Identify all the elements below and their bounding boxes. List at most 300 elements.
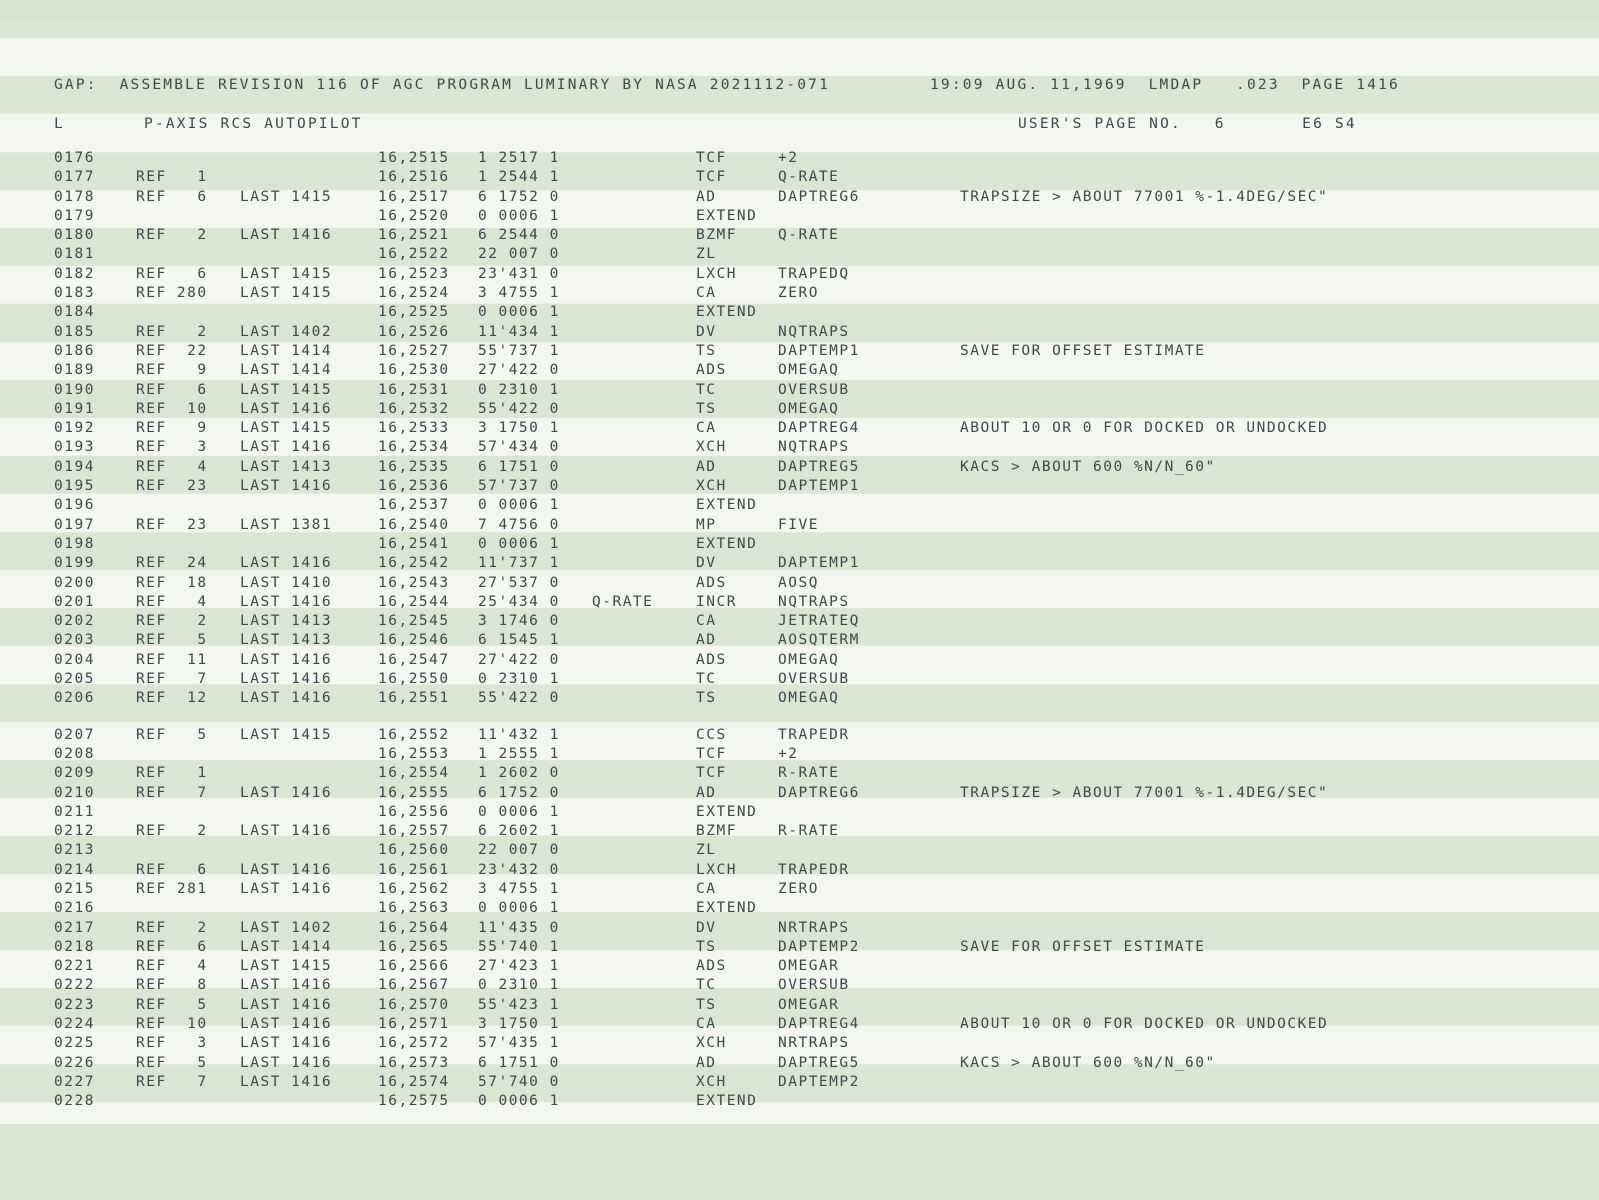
operand: NQTRAPS xyxy=(778,323,850,340)
address: 16,2522 xyxy=(378,246,450,263)
opcode: EXTEND xyxy=(696,207,758,224)
octal-word: 55'737 1 xyxy=(478,342,560,359)
operand: TRAPEDQ xyxy=(778,265,850,282)
octal-word: 11'434 1 xyxy=(478,323,560,340)
opcode: AD xyxy=(696,1054,717,1071)
opcode: BZMF xyxy=(696,823,737,840)
opcode: XCH xyxy=(696,1035,727,1052)
opcode: XCH xyxy=(696,439,727,456)
operand: AOSQ xyxy=(778,574,819,591)
last-ref: LAST 1415 xyxy=(240,285,333,302)
address: 16,2551 xyxy=(378,690,450,707)
last-ref: LAST 1416 xyxy=(240,1073,333,1090)
ref-count: REF 2 xyxy=(136,227,208,244)
opcode: INCR xyxy=(696,593,737,610)
line-number: 0204 xyxy=(54,651,95,668)
operand: DAPTREG5 xyxy=(778,1054,860,1071)
opcode: TC xyxy=(696,671,717,688)
line-number: 0198 xyxy=(54,535,95,552)
octal-word: 0 2310 1 xyxy=(478,381,560,398)
address: 16,2556 xyxy=(378,803,450,820)
address: 16,2572 xyxy=(378,1035,450,1052)
octal-word: 7 4756 0 xyxy=(478,516,560,533)
address: 16,2544 xyxy=(378,593,450,610)
listing-gap xyxy=(0,708,1599,725)
address: 16,2523 xyxy=(378,265,450,282)
ref-count: REF 2 xyxy=(136,823,208,840)
address: 16,2553 xyxy=(378,745,450,762)
listing-row xyxy=(0,495,1599,514)
line-number: 0190 xyxy=(54,381,95,398)
comment: KACS > ABOUT 600 %N/N_60" xyxy=(960,458,1216,475)
octal-word: 22 007 0 xyxy=(478,246,560,263)
octal-word: 55'422 0 xyxy=(478,400,560,417)
octal-word: 1 2517 1 xyxy=(478,150,560,166)
last-ref: LAST 1416 xyxy=(240,1054,333,1071)
line-number: 0213 xyxy=(54,842,95,859)
line-number: 0184 xyxy=(54,304,95,321)
listing-row xyxy=(0,821,1599,840)
octal-word: 22 007 0 xyxy=(478,842,560,859)
address: 16,2552 xyxy=(378,726,450,743)
address: 16,2565 xyxy=(378,938,450,955)
opcode: EXTEND xyxy=(696,1093,758,1110)
opcode: DV xyxy=(696,555,717,572)
last-ref: LAST 1416 xyxy=(240,439,333,456)
line-number: 0186 xyxy=(54,342,95,359)
opcode: BZMF xyxy=(696,227,737,244)
last-ref: LAST 1414 xyxy=(240,342,333,359)
octal-word: 55'740 1 xyxy=(478,938,560,955)
opcode: TCF xyxy=(696,745,727,762)
address: 16,2560 xyxy=(378,842,450,859)
ref-count: REF 8 xyxy=(136,977,208,994)
ref-count: REF 9 xyxy=(136,362,208,379)
octal-word: 6 1752 0 xyxy=(478,784,560,801)
address: 16,2541 xyxy=(378,535,450,552)
line-number: 0206 xyxy=(54,690,95,707)
line-number: 0205 xyxy=(54,671,95,688)
opcode: ADS xyxy=(696,651,727,668)
octal-word: 55'422 0 xyxy=(478,690,560,707)
listing-row xyxy=(0,783,1599,802)
operand: R-RATE xyxy=(778,765,840,782)
listing-row xyxy=(0,744,1599,763)
listing-row xyxy=(0,975,1599,994)
last-ref: LAST 1416 xyxy=(240,1035,333,1052)
line-number: 0217 xyxy=(54,919,95,936)
line-number: 0194 xyxy=(54,458,95,475)
line-number: 0203 xyxy=(54,632,95,649)
operand: DAPTEMP1 xyxy=(778,478,860,495)
opcode: TS xyxy=(696,938,717,955)
comment: SAVE FOR OFFSET ESTIMATE xyxy=(960,342,1206,359)
line-number: 0178 xyxy=(54,188,95,205)
line-number: 0222 xyxy=(54,977,95,994)
address: 16,2530 xyxy=(378,362,450,379)
address: 16,2574 xyxy=(378,1073,450,1090)
last-ref: LAST 1416 xyxy=(240,784,333,801)
operand: Q-RATE xyxy=(778,169,840,186)
listing-row xyxy=(0,380,1599,399)
opcode: EXTEND xyxy=(696,535,758,552)
listing-row xyxy=(0,802,1599,821)
assembly-listing xyxy=(0,148,1599,1111)
listing-row xyxy=(0,457,1599,476)
listing-row xyxy=(0,1091,1599,1110)
comment: ABOUT 10 OR 0 FOR DOCKED OR UNDOCKED xyxy=(960,1016,1329,1033)
listing-row xyxy=(0,937,1599,956)
last-ref: LAST 1416 xyxy=(240,1016,333,1033)
address: 16,2563 xyxy=(378,900,450,917)
line-number: 0180 xyxy=(54,227,95,244)
listing-row xyxy=(0,725,1599,744)
header-flag: L xyxy=(54,116,65,132)
label: Q-RATE xyxy=(592,593,654,610)
listing-row xyxy=(0,418,1599,437)
operand: OMEGAQ xyxy=(778,690,840,707)
operand: NRTRAPS xyxy=(778,919,850,936)
octal-word: 1 2544 1 xyxy=(478,169,560,186)
header-user-page: USER'S PAGE NO. 6 E6 S4 xyxy=(1018,116,1357,132)
line-number: 0211 xyxy=(54,803,95,820)
octal-word: 27'537 0 xyxy=(478,574,560,591)
ref-count: REF 6 xyxy=(136,188,208,205)
listing-row xyxy=(0,840,1599,859)
ref-count: REF 11 xyxy=(136,651,208,668)
address: 16,2524 xyxy=(378,285,450,302)
operand: DAPTREG6 xyxy=(778,784,860,801)
opcode: ADS xyxy=(696,958,727,975)
address: 16,2534 xyxy=(378,439,450,456)
line-number: 0228 xyxy=(54,1093,95,1110)
octal-word: 11'737 1 xyxy=(478,555,560,572)
listing-row xyxy=(0,476,1599,495)
octal-word: 27'422 0 xyxy=(478,651,560,668)
address: 16,2533 xyxy=(378,420,450,437)
ref-count: REF 5 xyxy=(136,726,208,743)
listing-row xyxy=(0,515,1599,534)
octal-word: 23'431 0 xyxy=(478,265,560,282)
octal-word: 0 0006 1 xyxy=(478,304,560,321)
opcode: ADS xyxy=(696,362,727,379)
address: 16,2526 xyxy=(378,323,450,340)
operand: ZERO xyxy=(778,880,819,897)
last-ref: LAST 1416 xyxy=(240,651,333,668)
octal-word: 55'423 1 xyxy=(478,996,560,1013)
line-number: 0176 xyxy=(54,150,95,166)
opcode: ADS xyxy=(696,574,727,591)
address: 16,2561 xyxy=(378,861,450,878)
opcode: TC xyxy=(696,381,717,398)
address: 16,2520 xyxy=(378,207,450,224)
ref-count: REF 10 xyxy=(136,400,208,417)
ref-count: REF 4 xyxy=(136,593,208,610)
opcode: AD xyxy=(696,632,717,649)
opcode: ZL xyxy=(696,842,717,859)
ref-count: REF 24 xyxy=(136,555,208,572)
listing-row xyxy=(0,592,1599,611)
last-ref: LAST 1413 xyxy=(240,632,333,649)
line-number: 0223 xyxy=(54,996,95,1013)
operand: DAPTEMP1 xyxy=(778,555,860,572)
listing-row xyxy=(0,341,1599,360)
octal-word: 0 2310 1 xyxy=(478,671,560,688)
last-ref: LAST 1415 xyxy=(240,958,333,975)
listing-row xyxy=(0,669,1599,688)
ref-count: REF 9 xyxy=(136,420,208,437)
octal-word: 1 2555 1 xyxy=(478,745,560,762)
ref-count: REF 18 xyxy=(136,574,208,591)
comment: TRAPSIZE > ABOUT 77001 %-1.4DEG/SEC" xyxy=(960,784,1329,801)
last-ref: LAST 1413 xyxy=(240,613,333,630)
address: 16,2567 xyxy=(378,977,450,994)
listing-row xyxy=(0,1014,1599,1033)
listing-row xyxy=(0,879,1599,898)
line-number: 0210 xyxy=(54,784,95,801)
opcode: XCH xyxy=(696,478,727,495)
operand: AOSQTERM xyxy=(778,632,860,649)
listing-row xyxy=(0,437,1599,456)
line-number: 0225 xyxy=(54,1035,95,1052)
opcode: TS xyxy=(696,400,717,417)
listing-row xyxy=(0,206,1599,225)
operand: OVERSUB xyxy=(778,977,850,994)
octal-word: 6 1545 1 xyxy=(478,632,560,649)
ref-count: REF 5 xyxy=(136,1054,208,1071)
ref-count: REF 6 xyxy=(136,861,208,878)
operand: TRAPEDR xyxy=(778,726,850,743)
listing-row xyxy=(0,553,1599,572)
octal-word: 6 2544 0 xyxy=(478,227,560,244)
ref-count: REF 2 xyxy=(136,613,208,630)
listing-row xyxy=(0,167,1599,186)
opcode: CA xyxy=(696,1016,717,1033)
line-number: 0227 xyxy=(54,1073,95,1090)
listing-row xyxy=(0,630,1599,649)
listing-row xyxy=(0,898,1599,917)
opcode: EXTEND xyxy=(696,304,758,321)
operand: JETRATEQ xyxy=(778,613,860,630)
operand: OMEGAR xyxy=(778,958,840,975)
last-ref: LAST 1416 xyxy=(240,690,333,707)
operand: +2 xyxy=(778,745,799,762)
last-ref: LAST 1416 xyxy=(240,478,333,495)
octal-word: 1 2602 0 xyxy=(478,765,560,782)
line-number: 0226 xyxy=(54,1054,95,1071)
octal-word: 0 0006 1 xyxy=(478,497,560,514)
last-ref: LAST 1416 xyxy=(240,227,333,244)
address: 16,2570 xyxy=(378,996,450,1013)
octal-word: 11'435 0 xyxy=(478,919,560,936)
address: 16,2550 xyxy=(378,671,450,688)
line-number: 0224 xyxy=(54,1016,95,1033)
address: 16,2571 xyxy=(378,1016,450,1033)
octal-word: 6 1751 0 xyxy=(478,458,560,475)
ref-count: REF 12 xyxy=(136,690,208,707)
last-ref: LAST 1416 xyxy=(240,977,333,994)
octal-word: 27'423 1 xyxy=(478,958,560,975)
opcode: TCF xyxy=(696,169,727,186)
opcode: LXCH xyxy=(696,265,737,282)
opcode: AD xyxy=(696,188,717,205)
listing-row xyxy=(0,650,1599,669)
last-ref: LAST 1414 xyxy=(240,362,333,379)
opcode: CA xyxy=(696,285,717,302)
listing-row xyxy=(0,148,1599,167)
line-number: 0195 xyxy=(54,478,95,495)
listing-row xyxy=(0,860,1599,879)
line-number: 0202 xyxy=(54,613,95,630)
address: 16,2525 xyxy=(378,304,450,321)
last-ref: LAST 1416 xyxy=(240,823,333,840)
operand: OMEGAQ xyxy=(778,400,840,417)
ref-count: REF 3 xyxy=(136,439,208,456)
octal-word: 0 0006 1 xyxy=(478,1093,560,1110)
opcode: TCF xyxy=(696,150,727,166)
listing-row xyxy=(0,322,1599,341)
listing-row xyxy=(0,1072,1599,1091)
operand: NQTRAPS xyxy=(778,439,850,456)
ref-count: REF 4 xyxy=(136,958,208,975)
listing-row xyxy=(0,302,1599,321)
opcode: AD xyxy=(696,784,717,801)
last-ref: LAST 1402 xyxy=(240,323,333,340)
octal-word: 0 0006 1 xyxy=(478,535,560,552)
operand: NRTRAPS xyxy=(778,1035,850,1052)
address: 16,2527 xyxy=(378,342,450,359)
ref-count: REF 6 xyxy=(136,381,208,398)
last-ref: LAST 1413 xyxy=(240,458,333,475)
octal-word: 57'737 0 xyxy=(478,478,560,495)
address: 16,2575 xyxy=(378,1093,450,1110)
comment: TRAPSIZE > ABOUT 77001 %-1.4DEG/SEC" xyxy=(960,188,1329,205)
ref-count: REF 2 xyxy=(136,323,208,340)
line-number: 0197 xyxy=(54,516,95,533)
comment: ABOUT 10 OR 0 FOR DOCKED OR UNDOCKED xyxy=(960,420,1329,437)
line-number: 0221 xyxy=(54,958,95,975)
header-assembly-title: GAP: ASSEMBLE REVISION 116 OF AGC PROGRAM LUMINARY BY NASA 2021112-071 xyxy=(54,77,831,93)
listing-row xyxy=(0,956,1599,975)
address: 16,2532 xyxy=(378,400,450,417)
last-ref: LAST 1416 xyxy=(240,593,333,610)
ref-count: REF 23 xyxy=(136,516,208,533)
last-ref: LAST 1402 xyxy=(240,919,333,936)
address: 16,2516 xyxy=(378,169,450,186)
operand: OMEGAQ xyxy=(778,362,840,379)
opcode: CA xyxy=(696,613,717,630)
line-number: 0209 xyxy=(54,765,95,782)
ref-count: REF 10 xyxy=(136,1016,208,1033)
operand: DAPTEMP1 xyxy=(778,342,860,359)
listing-row xyxy=(0,918,1599,937)
listing-row xyxy=(0,225,1599,244)
comment: SAVE FOR OFFSET ESTIMATE xyxy=(960,938,1206,955)
line-number: 0207 xyxy=(54,726,95,743)
octal-word: 0 0006 1 xyxy=(478,207,560,224)
octal-word: 11'432 1 xyxy=(478,726,560,743)
ref-count: REF 6 xyxy=(136,265,208,282)
last-ref: LAST 1415 xyxy=(240,726,333,743)
ref-count: REF 5 xyxy=(136,996,208,1013)
line-number: 0182 xyxy=(54,265,95,282)
last-ref: LAST 1416 xyxy=(240,996,333,1013)
listing-row xyxy=(0,573,1599,592)
last-ref: LAST 1416 xyxy=(240,671,333,688)
opcode: CA xyxy=(696,880,717,897)
operand: DAPTREG4 xyxy=(778,1016,860,1033)
header-date-page: 19:09 AUG. 11,1969 LMDAP .023 PAGE 1416 xyxy=(930,77,1400,93)
line-number: 0200 xyxy=(54,574,95,591)
operand: DAPTEMP2 xyxy=(778,1073,860,1090)
opcode: ZL xyxy=(696,246,717,263)
ref-count: REF 5 xyxy=(136,632,208,649)
octal-word: 0 0006 1 xyxy=(478,900,560,917)
ref-count: REF 280 xyxy=(136,285,208,302)
operand: OVERSUB xyxy=(778,671,850,688)
address: 16,2562 xyxy=(378,880,450,897)
listing-row xyxy=(0,283,1599,302)
line-number: 0214 xyxy=(54,861,95,878)
last-ref: LAST 1410 xyxy=(240,574,333,591)
ref-count: REF 1 xyxy=(136,169,208,186)
address: 16,2543 xyxy=(378,574,450,591)
octal-word: 6 1752 0 xyxy=(478,188,560,205)
address: 16,2547 xyxy=(378,651,450,668)
operand: DAPTEMP2 xyxy=(778,938,860,955)
last-ref: LAST 1416 xyxy=(240,555,333,572)
octal-word: 3 1746 0 xyxy=(478,613,560,630)
operand: FIVE xyxy=(778,516,819,533)
ref-count: REF 281 xyxy=(136,880,208,897)
opcode: LXCH xyxy=(696,861,737,878)
last-ref: LAST 1416 xyxy=(240,400,333,417)
address: 16,2531 xyxy=(378,381,450,398)
line-number: 0189 xyxy=(54,362,95,379)
line-number: 0196 xyxy=(54,497,95,514)
operand: OVERSUB xyxy=(778,381,850,398)
listing-row xyxy=(0,763,1599,782)
line-number: 0199 xyxy=(54,555,95,572)
listing-row xyxy=(0,534,1599,553)
ref-count: REF 7 xyxy=(136,671,208,688)
ref-count: REF 7 xyxy=(136,1073,208,1090)
operand: OMEGAR xyxy=(778,996,840,1013)
listing-row xyxy=(0,264,1599,283)
address: 16,2542 xyxy=(378,555,450,572)
bottom-band xyxy=(0,1124,1599,1200)
address: 16,2557 xyxy=(378,823,450,840)
comment: KACS > ABOUT 600 %N/N_60" xyxy=(960,1054,1216,1071)
opcode: TS xyxy=(696,996,717,1013)
opcode: XCH xyxy=(696,1073,727,1090)
last-ref: LAST 1415 xyxy=(240,420,333,437)
opcode: EXTEND xyxy=(696,803,758,820)
address: 16,2515 xyxy=(378,150,450,166)
opcode: EXTEND xyxy=(696,497,758,514)
octal-word: 23'432 0 xyxy=(478,861,560,878)
address: 16,2566 xyxy=(378,958,450,975)
listing-row xyxy=(0,611,1599,630)
opcode: CCS xyxy=(696,726,727,743)
address: 16,2545 xyxy=(378,613,450,630)
listing-row xyxy=(0,244,1599,263)
listing-row xyxy=(0,995,1599,1014)
operand: +2 xyxy=(778,150,799,166)
address: 16,2521 xyxy=(378,227,450,244)
ref-count: REF 4 xyxy=(136,458,208,475)
ref-count: REF 3 xyxy=(136,1035,208,1052)
